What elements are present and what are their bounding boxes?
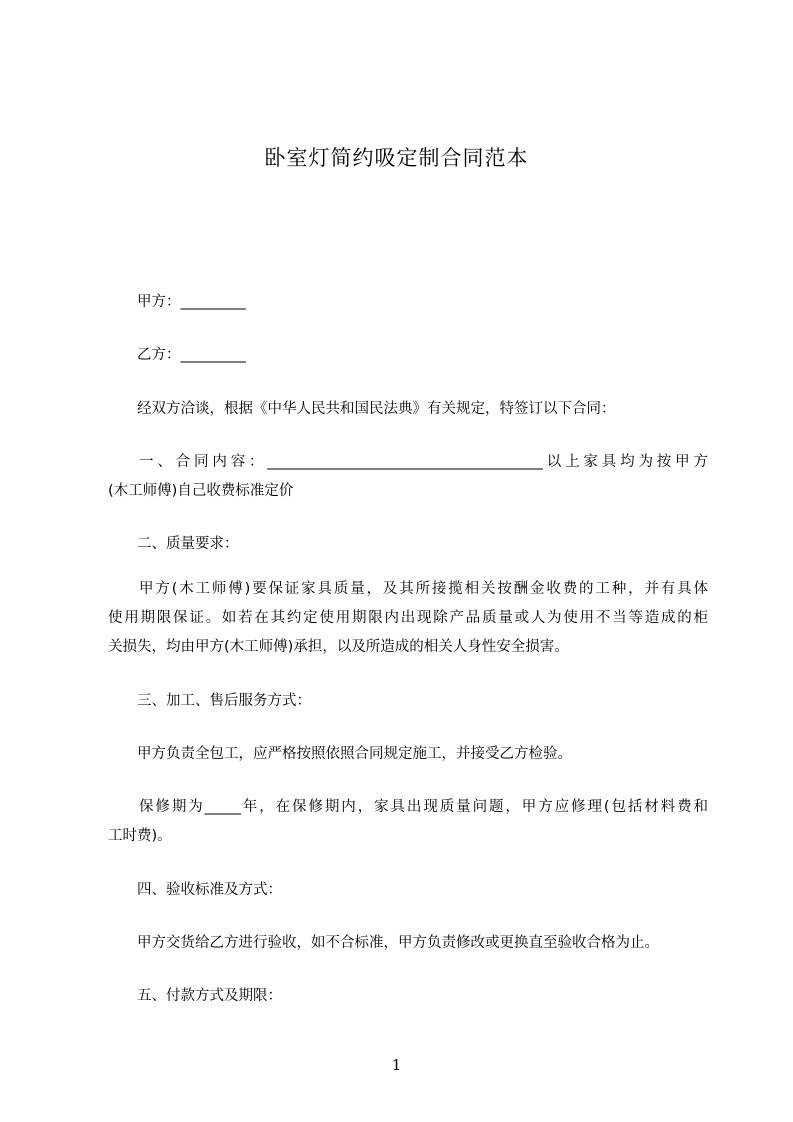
section2-line3: 关损失，均由甲方(木工师傅)承担，以及所造成的相关人身性安全损害。	[108, 639, 569, 655]
page-title: 卧室灯简约吸定制合同范本	[264, 146, 529, 170]
section3-heading: 三、加工、售后服务方式：	[137, 693, 311, 709]
party-b-line: 乙方：_________	[137, 347, 246, 363]
section4-para1: 甲方交货给乙方进行验收，如不合标准，甲方负责修改或更换直至验收合格为止。	[137, 935, 659, 951]
section3-para1: 甲方负责全包工，应严格按照依照合同规定施工，并接受乙方检验。	[137, 746, 572, 762]
section2-line1: 甲方(木工师傅)要保证家具质量，及其所接揽相关按酬金收费的工种，并有具体	[139, 581, 708, 597]
page-number: 1	[391, 1056, 402, 1074]
section4-heading: 四、验收标准及方式：	[137, 882, 282, 898]
section1-line2: (木工师傅)自己收费标准定价	[108, 483, 294, 499]
section1-line1: 一、合同内容：______________________________________以上家具均为按甲方	[139, 454, 708, 470]
section2-heading: 二、质量要求：	[137, 536, 239, 552]
section3-para2-line2: 工时费)。	[108, 828, 172, 844]
section5-heading: 五、付款方式及期限：	[137, 988, 282, 1004]
section2-line2: 使用期限保证。如若在其约定使用期限内出现除产品质量或人为使用不当等造成的柜	[108, 610, 708, 626]
preamble: 经双方洽谈，根据《中华人民共和国民法典》有关规定，特签订以下合同：	[137, 401, 616, 417]
section3-para2-line1: 保修期为_____年，在保修期内，家具出现质量问题，甲方应修理(包括材料费和	[139, 799, 708, 815]
party-a-line: 甲方：_________	[137, 294, 246, 310]
